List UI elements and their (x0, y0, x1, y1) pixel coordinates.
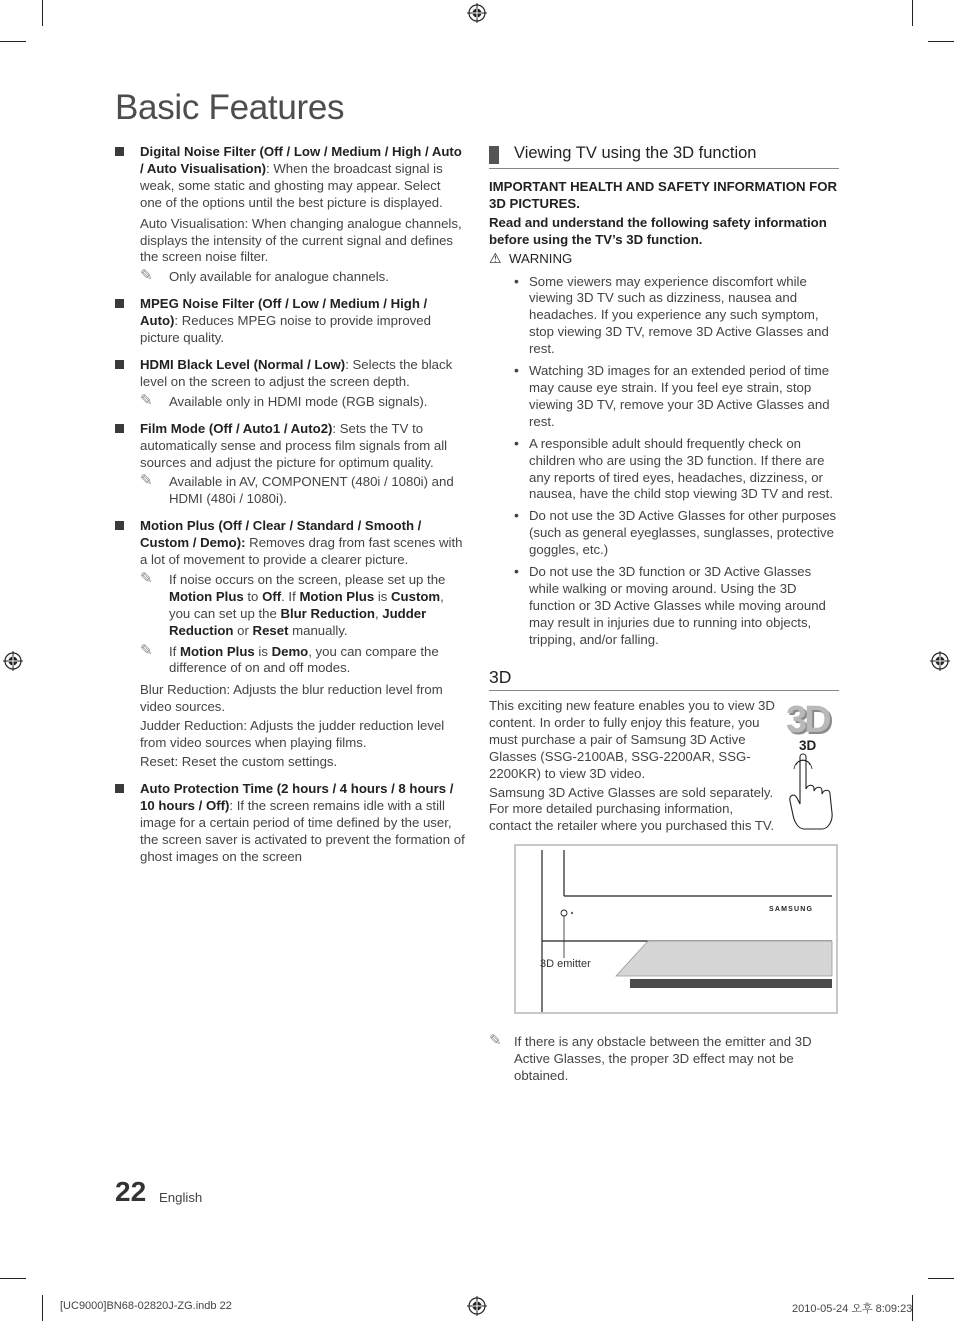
slug-file: [UC9000]BN68-02820J-ZG.indb 22 (60, 1300, 232, 1312)
item-title: MPEG Noise Filter (Off / Low / Medium / High / Auto) (140, 296, 428, 329)
note: ✎ If noise occurs on the screen, please set up the Motion Plus to Off. If Motion Plus is Custom, you can set up the Blur Reduction, Judder Reduction or Reset manually. (140, 569, 446, 638)
crop-mark (928, 1278, 954, 1279)
dot-bullet: • (514, 434, 519, 451)
dot-bullet: • (514, 563, 519, 580)
registration-mark-icon (930, 651, 950, 671)
tv-emitter-figure (514, 844, 838, 1014)
warning-item: • A responsible adult should frequently check on children who are using the 3D function. If there are any reports of tired eyes, headaches, dizziness, or nausea, have the child stop viewing 3D TV and rest. (514, 434, 833, 502)
list-item-hdmi-black-level (115, 357, 465, 411)
sub-title: Reset (140, 754, 175, 769)
item-title: Motion Plus (Off / Clear / Standard / Smooth / Custom / Demo): (140, 518, 422, 551)
square-bullet (115, 299, 124, 308)
item-text: : Reduces MPEG noise to provide improved picture quality. (140, 313, 431, 346)
crop-mark (0, 1278, 26, 1279)
sub-text: : Reset the custom settings. (174, 754, 338, 769)
left-column (115, 144, 465, 872)
warning-item: • Watching 3D images for an extended period of time may cause eye strain. If you feel eye strain, stop viewing 3D TV, remove your 3D Active Glasses and rest. (514, 362, 830, 429)
pencil-note-icon: ✎ (140, 569, 153, 587)
hand-pressing-icon (784, 751, 840, 831)
square-bullet (115, 147, 124, 156)
crop-mark (912, 0, 913, 26)
page-language: English (159, 1190, 203, 1205)
registration-mark-icon (3, 651, 23, 671)
paragraph: This exciting new feature enables you to view 3D content. In order to fully enjoy this feature, you must purchase a pair of Samsung 3D Active Glasses (SSG-2100AB, SSG-2200AR, SSG-2200KR) to view 3D video. (489, 698, 775, 781)
paragraph: Samsung 3D Active Glasses are sold separately. For more detailed purchasing information, contact the retailer where you purchased this TV. (489, 784, 775, 834)
3d-emitter-label: 3D emitter (540, 958, 591, 970)
note-text: Available in AV, COMPONENT (480i / 1080i) and HDMI (480i / 1080i). (169, 474, 454, 507)
note-text: Only available for analogue channels. (169, 269, 389, 285)
item-text: : Sets the TV to automatically sense and process film signals from all sources and adjust the picture for optimum quality. (140, 420, 448, 470)
note (140, 474, 465, 508)
warning-item: • Do not use the 3D Active Glasses for other purposes (such as general eyeglasses, sunglasses, protective goggles, etc.) (514, 507, 837, 558)
important-notice: IMPORTANT HEALTH AND SAFETY INFORMATION FOR 3D PICTURES. (489, 179, 837, 211)
pencil-note-icon: ✎ (140, 391, 153, 409)
page-title: Basic Features (115, 88, 345, 127)
item-text: : If the screen remains idle with a still image for a certain period of time defined by the user, the screen saver is activated to prevent the formation of ghost images on the screen (140, 797, 465, 864)
section-title: Viewing TV using the 3D function (514, 144, 757, 162)
item-title: HDMI Black Level (Normal / Low) (140, 356, 346, 372)
registration-mark-icon (467, 3, 487, 23)
list-item-film-mode (115, 421, 465, 509)
crop-mark (42, 0, 43, 26)
important-notice: Read and understand the following safety information before using the TV’s 3D function. (489, 214, 827, 247)
note (140, 391, 465, 411)
item-title: Film Mode (Off / Auto1 / Auto2) (140, 420, 333, 436)
crop-mark (928, 41, 954, 42)
item-text: : When the broadcast signal is weak, some static and ghosting may appear. Select one of the options until the best picture is displayed. (140, 160, 443, 210)
section-bar (489, 146, 499, 164)
remote-3d-button-illustration (784, 697, 840, 832)
intro-3d (489, 698, 779, 835)
heading-3d-text: 3D (489, 667, 512, 687)
sub-title: Judder Reduction (140, 718, 244, 734)
square-bullet (115, 424, 124, 433)
slug-date: 2010-05-24 오후 8:09:23 (792, 1303, 913, 1315)
dot-bullet: • (514, 272, 519, 289)
crop-mark (42, 1295, 43, 1321)
warning-item: • Do not use the 3D function or 3D Active Glasses while walking or moving around. Using the 3D function or 3D Active Glasses while moving around may result in injuries due to running into objects, tripping, and/or falling. (514, 563, 826, 647)
pencil-note-icon: ✎ (140, 641, 153, 659)
sub-text: : When changing analogue channels, displays the intensity of the current signal and defines the screen noise filter. (140, 215, 462, 265)
note (140, 269, 465, 286)
list-item-auto-protection-time (115, 781, 465, 866)
note: ✎ If Motion Plus is Demo, you can compare the difference of on and off modes. (140, 641, 439, 676)
dot-bullet: • (514, 507, 519, 524)
item-title: Digital Noise Filter (Off / Low / Medium / High / Auto / Auto Visualisation) (140, 144, 462, 176)
pencil-note-icon: ✎ (140, 267, 153, 285)
square-bullet (115, 521, 124, 530)
pencil-note-icon: ✎ (489, 1032, 502, 1049)
item-text: Removes drag from fast scenes with a lot of movement to provide a clearer picture. (140, 535, 463, 568)
registration-mark-icon (467, 1296, 487, 1316)
list-item-motion-plus (115, 518, 465, 771)
tv-drawing (516, 846, 836, 1012)
note-text: Available only in HDMI mode (RGB signals). (169, 393, 428, 409)
3d-button-label: 3D (799, 738, 817, 753)
sub-text: : Adjusts the blur reduction level from video sources. (140, 682, 443, 715)
section-header (489, 142, 839, 169)
warning-item: • Some viewers may experience discomfort while viewing 3D TV such as dizziness, nausea and headaches. If you experience any such symptom, stop viewing 3D TV, remove 3D Active Glasses and rest. (514, 272, 829, 357)
sub-title: Auto Visualisation (140, 215, 245, 231)
warning-triangle-icon: ⚠ (489, 249, 502, 266)
warning-heading: ⚠ WARNING (489, 249, 573, 266)
item-text: : Selects the black level on the screen to adjust the screen depth. (140, 356, 453, 389)
heading-3d (489, 665, 839, 691)
dot-bullet: • (514, 362, 519, 379)
3d-logo: 3D (786, 699, 829, 741)
list-item-digital-noise-filter (115, 144, 465, 286)
item-title: Auto Protection Time (2 hours / 4 hours / 8 hours / 10 hours / Off) (140, 780, 454, 813)
note-text: If there is any obstacle between the emitter and 3D Active Glasses, the proper 3D effect may not be obtained. (514, 1034, 812, 1083)
obstacle-note (489, 1031, 819, 1085)
crop-mark (0, 41, 26, 42)
sub-title: Blur Reduction (140, 682, 227, 698)
square-bullet (115, 784, 124, 793)
page-number: 22 (115, 1176, 147, 1207)
list-item-mpeg-noise-filter (115, 296, 465, 347)
right-column-safety (489, 179, 839, 654)
pencil-note-icon: ✎ (140, 472, 153, 490)
samsung-logo: SAMSUNG (769, 906, 814, 913)
sub-text: : Adjusts the judder reduction level from video sources when playing films. (140, 718, 445, 751)
square-bullet (115, 360, 124, 369)
